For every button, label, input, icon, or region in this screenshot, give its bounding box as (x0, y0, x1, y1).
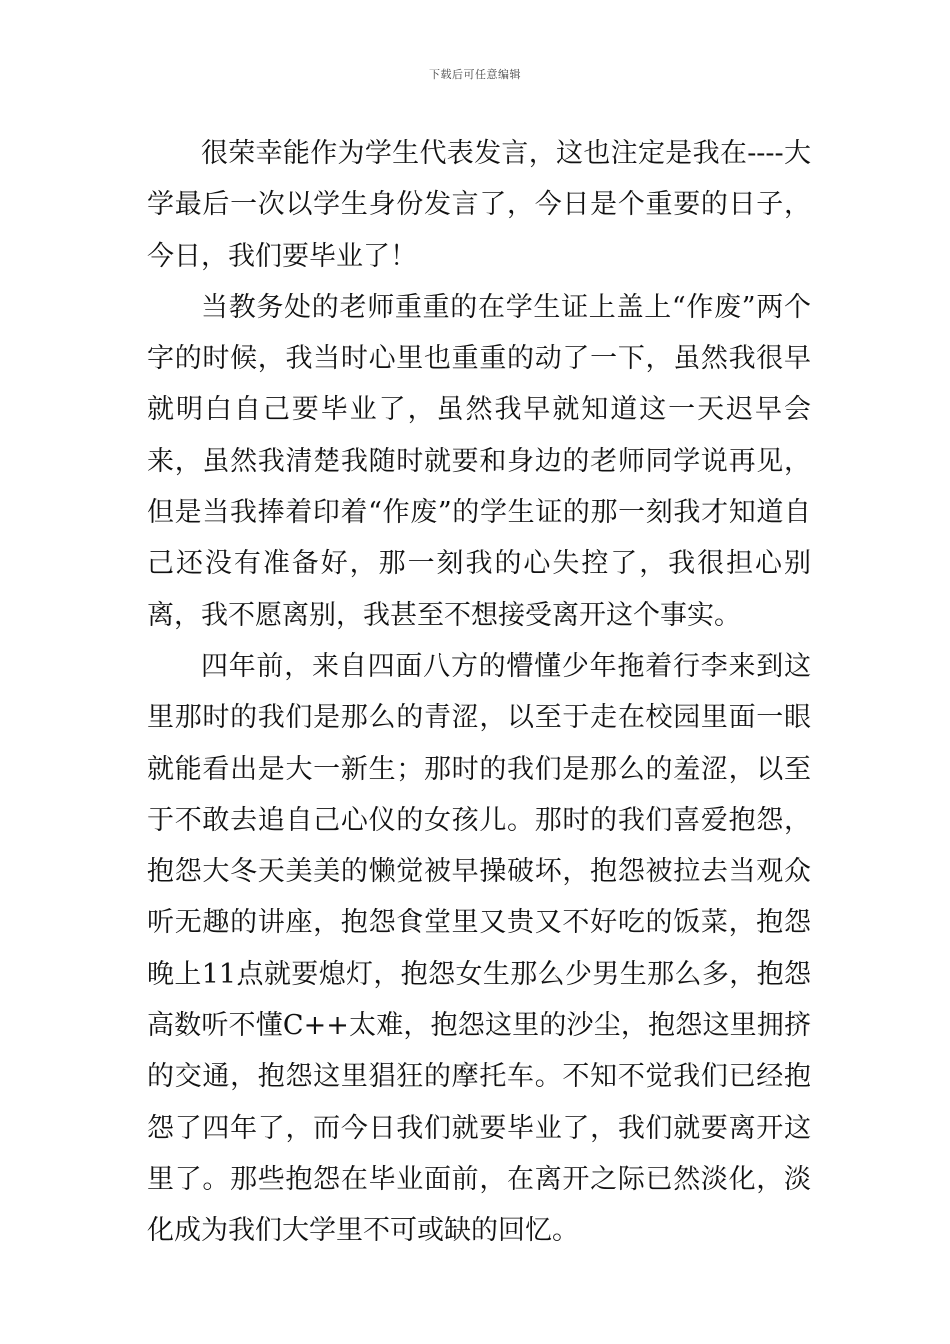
paragraph-2: 当教务处的老师重重的在学生证上盖上“作废”两个字的时候，我当时心里也重重的动了一下，虽然我很早就明白自己要毕业了，虽然我早就知道这一天迟早会来，虽然我清楚我随时就要和身边的老师同学说再见，但是当我捧着印着“作废”的学生证的那一刻我才知道自己还没有准备好，那一刻我的心失控了，我很担心别离，我不愿离别，我甚至不想接受离开这个事实。 (147, 291, 811, 631)
paragraph-1: 很荣幸能作为学生代表发言，这也注定是我在----大学最后一次以学生身份发言了，今日是个重要的日子，今日，我们要毕业了！ (147, 138, 811, 272)
header-note: 下载后可任意编辑 (429, 68, 521, 81)
document-body (147, 128, 811, 1257)
paragraph-3: 四年前，来自四面八方的懵懂少年拖着行李来到这里那时的我们是那么的青涩，以至于走在校园里面一眼就能看出是大一新生；那时的我们是那么的羞涩，以至于不敢去追自己心仪的女孩儿。那时的我们喜爱抱怨，抱怨大冬天美美的懒觉被早操破坏，抱怨被拉去当观众听无趣的讲座，抱怨食堂里又贵又不好吃的饭菜，抱怨晚上11点就要熄灯，抱怨女生那么少男生那么多，抱怨高数听不懂C++太难，抱怨这里的沙尘，抱怨这里拥挤的交通，抱怨这里猖狂的摩托车。不知不觉我们已经抱怨了四年了，而今日我们就要毕业了，我们就要离开这里了。那些抱怨在毕业面前，在离开之际已然淡化，淡化成为我们大学里不可或缺的回忆。 (147, 650, 811, 1247)
